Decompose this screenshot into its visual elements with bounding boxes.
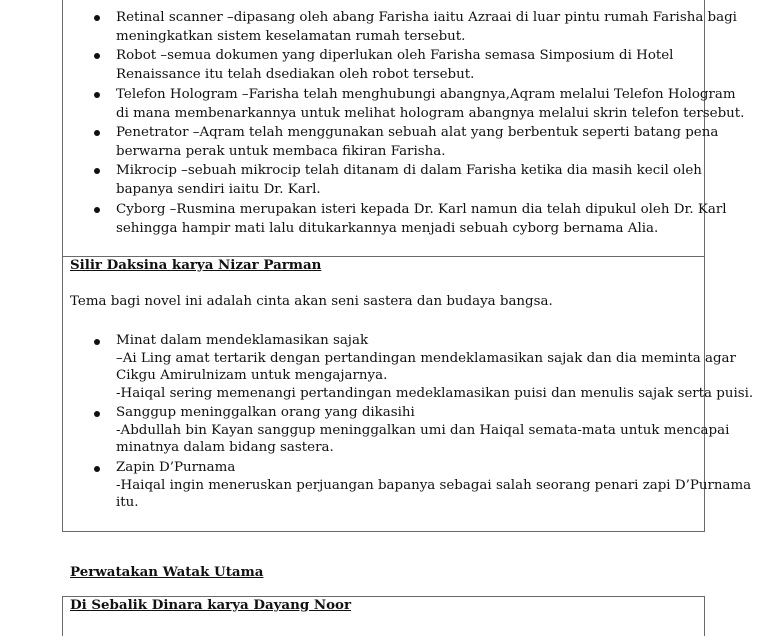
bullet-icon — [94, 53, 100, 59]
list-item: Sanggup meninggalkan orang yang dikasihi -Abdullah bin Kayan sanggup meninggalkan umi dan Haiqal semata-mata untuk mencapai minatnya dalam bidang sastera. — [116, 405, 730, 455]
bullet-icon — [94, 207, 100, 213]
bullet-icon — [94, 411, 100, 417]
bullet-icon — [94, 92, 100, 98]
list-item: Cyborg –Rusmina merupakan isteri kepada Dr. Karl namun dia telah dipukul oleh Dr. Karl sehingga hampir mati lalu ditukarkannya menjadi sebuah cyborg bernama Alia. — [116, 202, 727, 236]
list-item: Mikrocip –sebuah mikrocip telah ditanam di dalam Farisha ketika dia masih kecil oleh bapanya sendiri iaitu Dr. Karl. — [116, 163, 702, 197]
list-item: Minat dalam mendeklamasikan sajak –Ai Ling amat tertarik dengan pertandingan mendeklamasikan sajak dan dia meminta agar Cikgu Amirulnizam untuk mengajarnya. -Haiqal sering memenangi pertandingan medeklamasikan puisi dan menulis sajak serta puisi. — [116, 333, 754, 401]
theme-paragraph: Tema bagi novel ini adalah cinta akan seni sastera dan budaya bangsa. — [70, 294, 553, 309]
bullet-icon — [94, 466, 100, 472]
section-heading: Di Sebalik Dinara karya Dayang Noor — [70, 597, 352, 613]
bullet-icon — [94, 130, 100, 136]
bullet-icon — [94, 15, 100, 21]
list-item: Penetrator –Aqram telah menggunakan sebuah alat yang berbentuk seperti batang pena berwarna perak untuk membaca fikiran Farisha. — [116, 125, 719, 159]
bullet-icon — [94, 168, 100, 174]
bullet-icon — [94, 339, 100, 345]
list-item: Retinal scanner –dipasang oleh abang Farisha iaitu Azraai di luar pintu rumah Farisha bagi meningkatkan sistem keselamatan rumah tersebut. — [116, 10, 737, 44]
section-heading: Silir Daksina karya Nizar Parman — [70, 257, 322, 273]
section-heading: Perwatakan Watak Utama — [70, 564, 264, 580]
list-item: Zapin D’Purnama -Haiqal ingin meneruskan perjuangan bapanya sebagai salah seorang penari zapi D’Purnama itu. — [116, 460, 752, 510]
list-item: Telefon Hologram –Farisha telah menghubungi abangnya,Aqram melalui Telefon Hologram di mana membenarkannya untuk melihat hologram abangnya melalui skrin telefon tersebut. — [116, 87, 745, 121]
list-item: Robot –semua dokumen yang diperlukan oleh Farisha semasa Simposium di Hotel Renaissance itu telah dsediakan oleh robot tersebut. — [116, 48, 674, 82]
